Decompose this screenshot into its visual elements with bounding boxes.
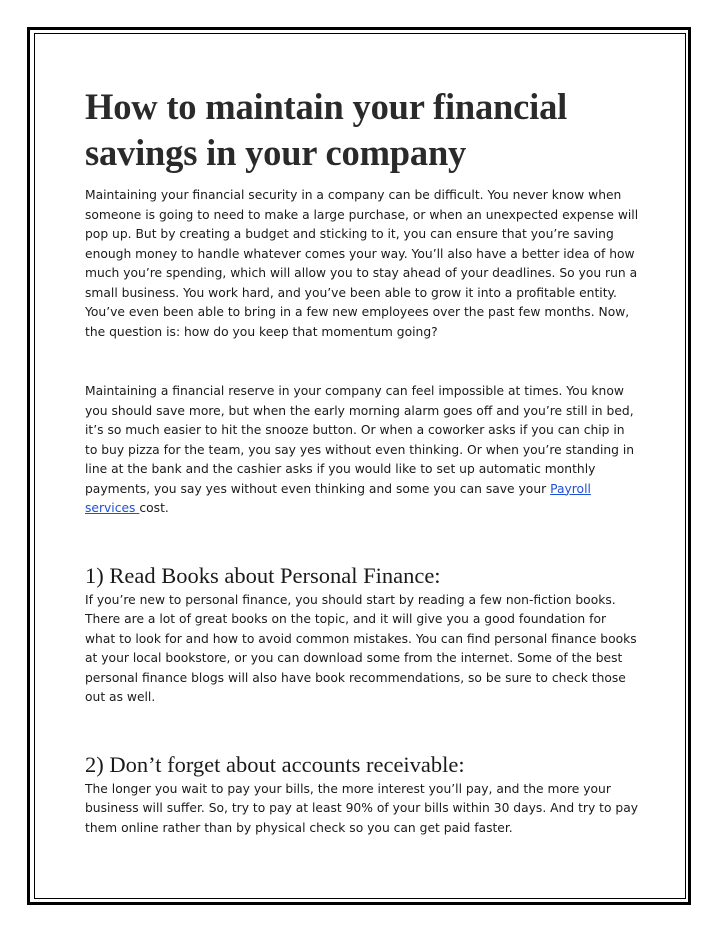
- second-paragraph-end: cost.: [139, 501, 169, 515]
- section-heading-receivable: 2) Don’t forget about accounts receivable:: [85, 751, 465, 777]
- second-paragraph: [85, 382, 640, 519]
- payroll-services-link[interactable]: Payroll services: [85, 481, 591, 515]
- section-heading-books: 1) Read Books about Personal Finance:: [85, 562, 441, 588]
- section-body-receivable: The longer you wait to pay your bills, the more interest you’ll pay, and the more your business will suffer. So, try to pay at least 90% of your bills within 30 days. And try to pay them online rather than by physical check so you can get paid faster.: [85, 781, 639, 835]
- intro-paragraph: Maintaining your financial security in a company can be difficult. You never know when someone is going to need to make a large purchase, or when an unexpected expense will pop up. But by creating a budget and sticking to it, you can ensure that you’re saving enough money to handle whatever comes your way. You’ll also have a better idea of how much you’re spending, which will allow you to stay ahead of your deadlines. So you run a small business. You work hard, and you’ve been able to grow it into a profitable entity. You’ve even been able to bring in a few new employees over the past few months. Now, the question is: how do you keep that momentum going?: [85, 188, 639, 339]
- document-title: How to maintain your financial savings in your company: [85, 86, 568, 173]
- second-paragraph-text: Maintaining a financial reserve in your company can feel impossible at times. You know you should save more, but when the early morning alarm goes off and you’re still in bed, it’s so much easier to hit the snooze button. Or when a coworker asks if you can chip in to buy pizza for the team, you say yes without even thinking. Or when you’re standing in line at the bank and the cashier asks if you would like to set up automatic monthly payments, you say yes without even thinking and some you can save your: [85, 384, 635, 496]
- document-body: [85, 84, 640, 838]
- section-body-books: If you’re new to personal finance, you should start by reading a few non-fiction books. There are a lot of great books on the topic, and it will give you a good foundation for what to look for and how to avoid common mistakes. You can find personal finance books at your local bookstore, or you can download some from the internet. Some of the best personal finance blogs will also have book recommendations, so be sure to check those out as well.: [85, 592, 637, 704]
